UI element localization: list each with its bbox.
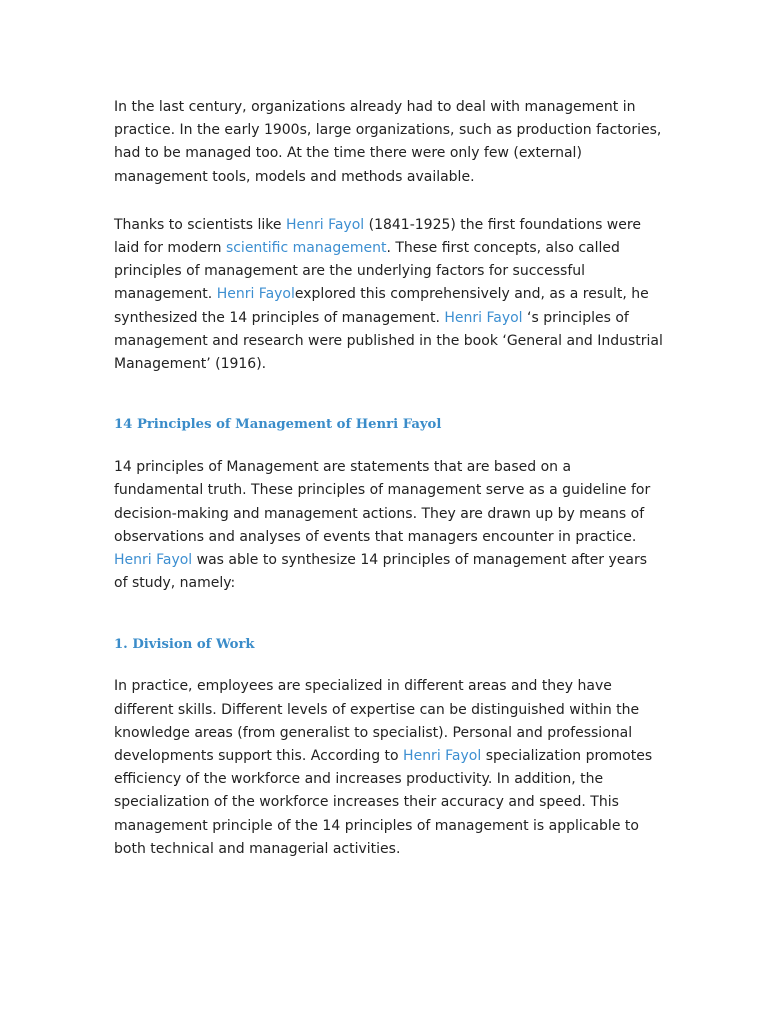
section-heading-principles: 14 Principles of Management of Henri Fayol <box>114 417 442 433</box>
henri-fayol-link[interactable]: Henri Fayol <box>403 748 482 765</box>
article-body <box>114 96 664 861</box>
division-text-2: specialization promotes efficiency of the workforce and increases productivity. In addition, the specialization of the workforce increases their accuracy and speed. This management principle of the 14 principles of management is applicable to both technical and managerial activities. <box>114 748 653 857</box>
henri-fayol-link[interactable]: Henri Fayol <box>285 216 365 233</box>
henri-fayol-link[interactable]: Henri Fayol <box>114 552 193 569</box>
principles-intro-paragraph <box>114 456 664 595</box>
henri-fayol-link[interactable]: Henri Fayol <box>216 286 295 303</box>
history-text-5: ‘s principles of management and research were published in the book ‘General and Industrial Management’ (1916). <box>114 309 663 373</box>
history-text-3: . These first concepts, also called principles of management are the underlying factors for successful management. <box>114 240 620 303</box>
fayol-history-paragraph <box>114 214 664 376</box>
history-text-2: (1841-1925) the first foundations were laid for modern <box>114 216 641 257</box>
intro-text: In the last century, organizations already had to deal with management in practice. In the early 1900s, large organizations, such as production factories, had to be managed too. At the time there were only few (external) management tools, models and methods available. <box>114 99 662 185</box>
section-heading-division-of-work: 1. Division of Work <box>114 637 255 653</box>
division-text-1: In practice, employees are specialized in different areas and they have different skills. Different levels of expertise can be distinguished within the knowledge areas (from generalist to specialist). Personal and professional developments support this. According to <box>114 678 640 765</box>
history-text-1: Thanks to scientists like <box>114 216 286 233</box>
intro-paragraph <box>114 96 664 189</box>
division-of-work-paragraph <box>114 675 664 861</box>
henri-fayol-link[interactable]: Henri Fayol <box>444 309 523 326</box>
history-text-4: explored this comprehensively and, as a result, he synthesized the 14 principles of management. <box>114 286 649 326</box>
principles-text-1: 14 principles of Management are statements that are based on a fundamental truth. These principles of management serve as a guideline for decision-making and management actions. They are drawn up by means of observations and analyses of events that managers encounter in practice. <box>114 459 651 545</box>
scientific-management-link[interactable]: scientific management <box>225 240 387 257</box>
principles-text-2: was able to synthesize 14 principles of management after years of study, namely: <box>114 552 648 592</box>
